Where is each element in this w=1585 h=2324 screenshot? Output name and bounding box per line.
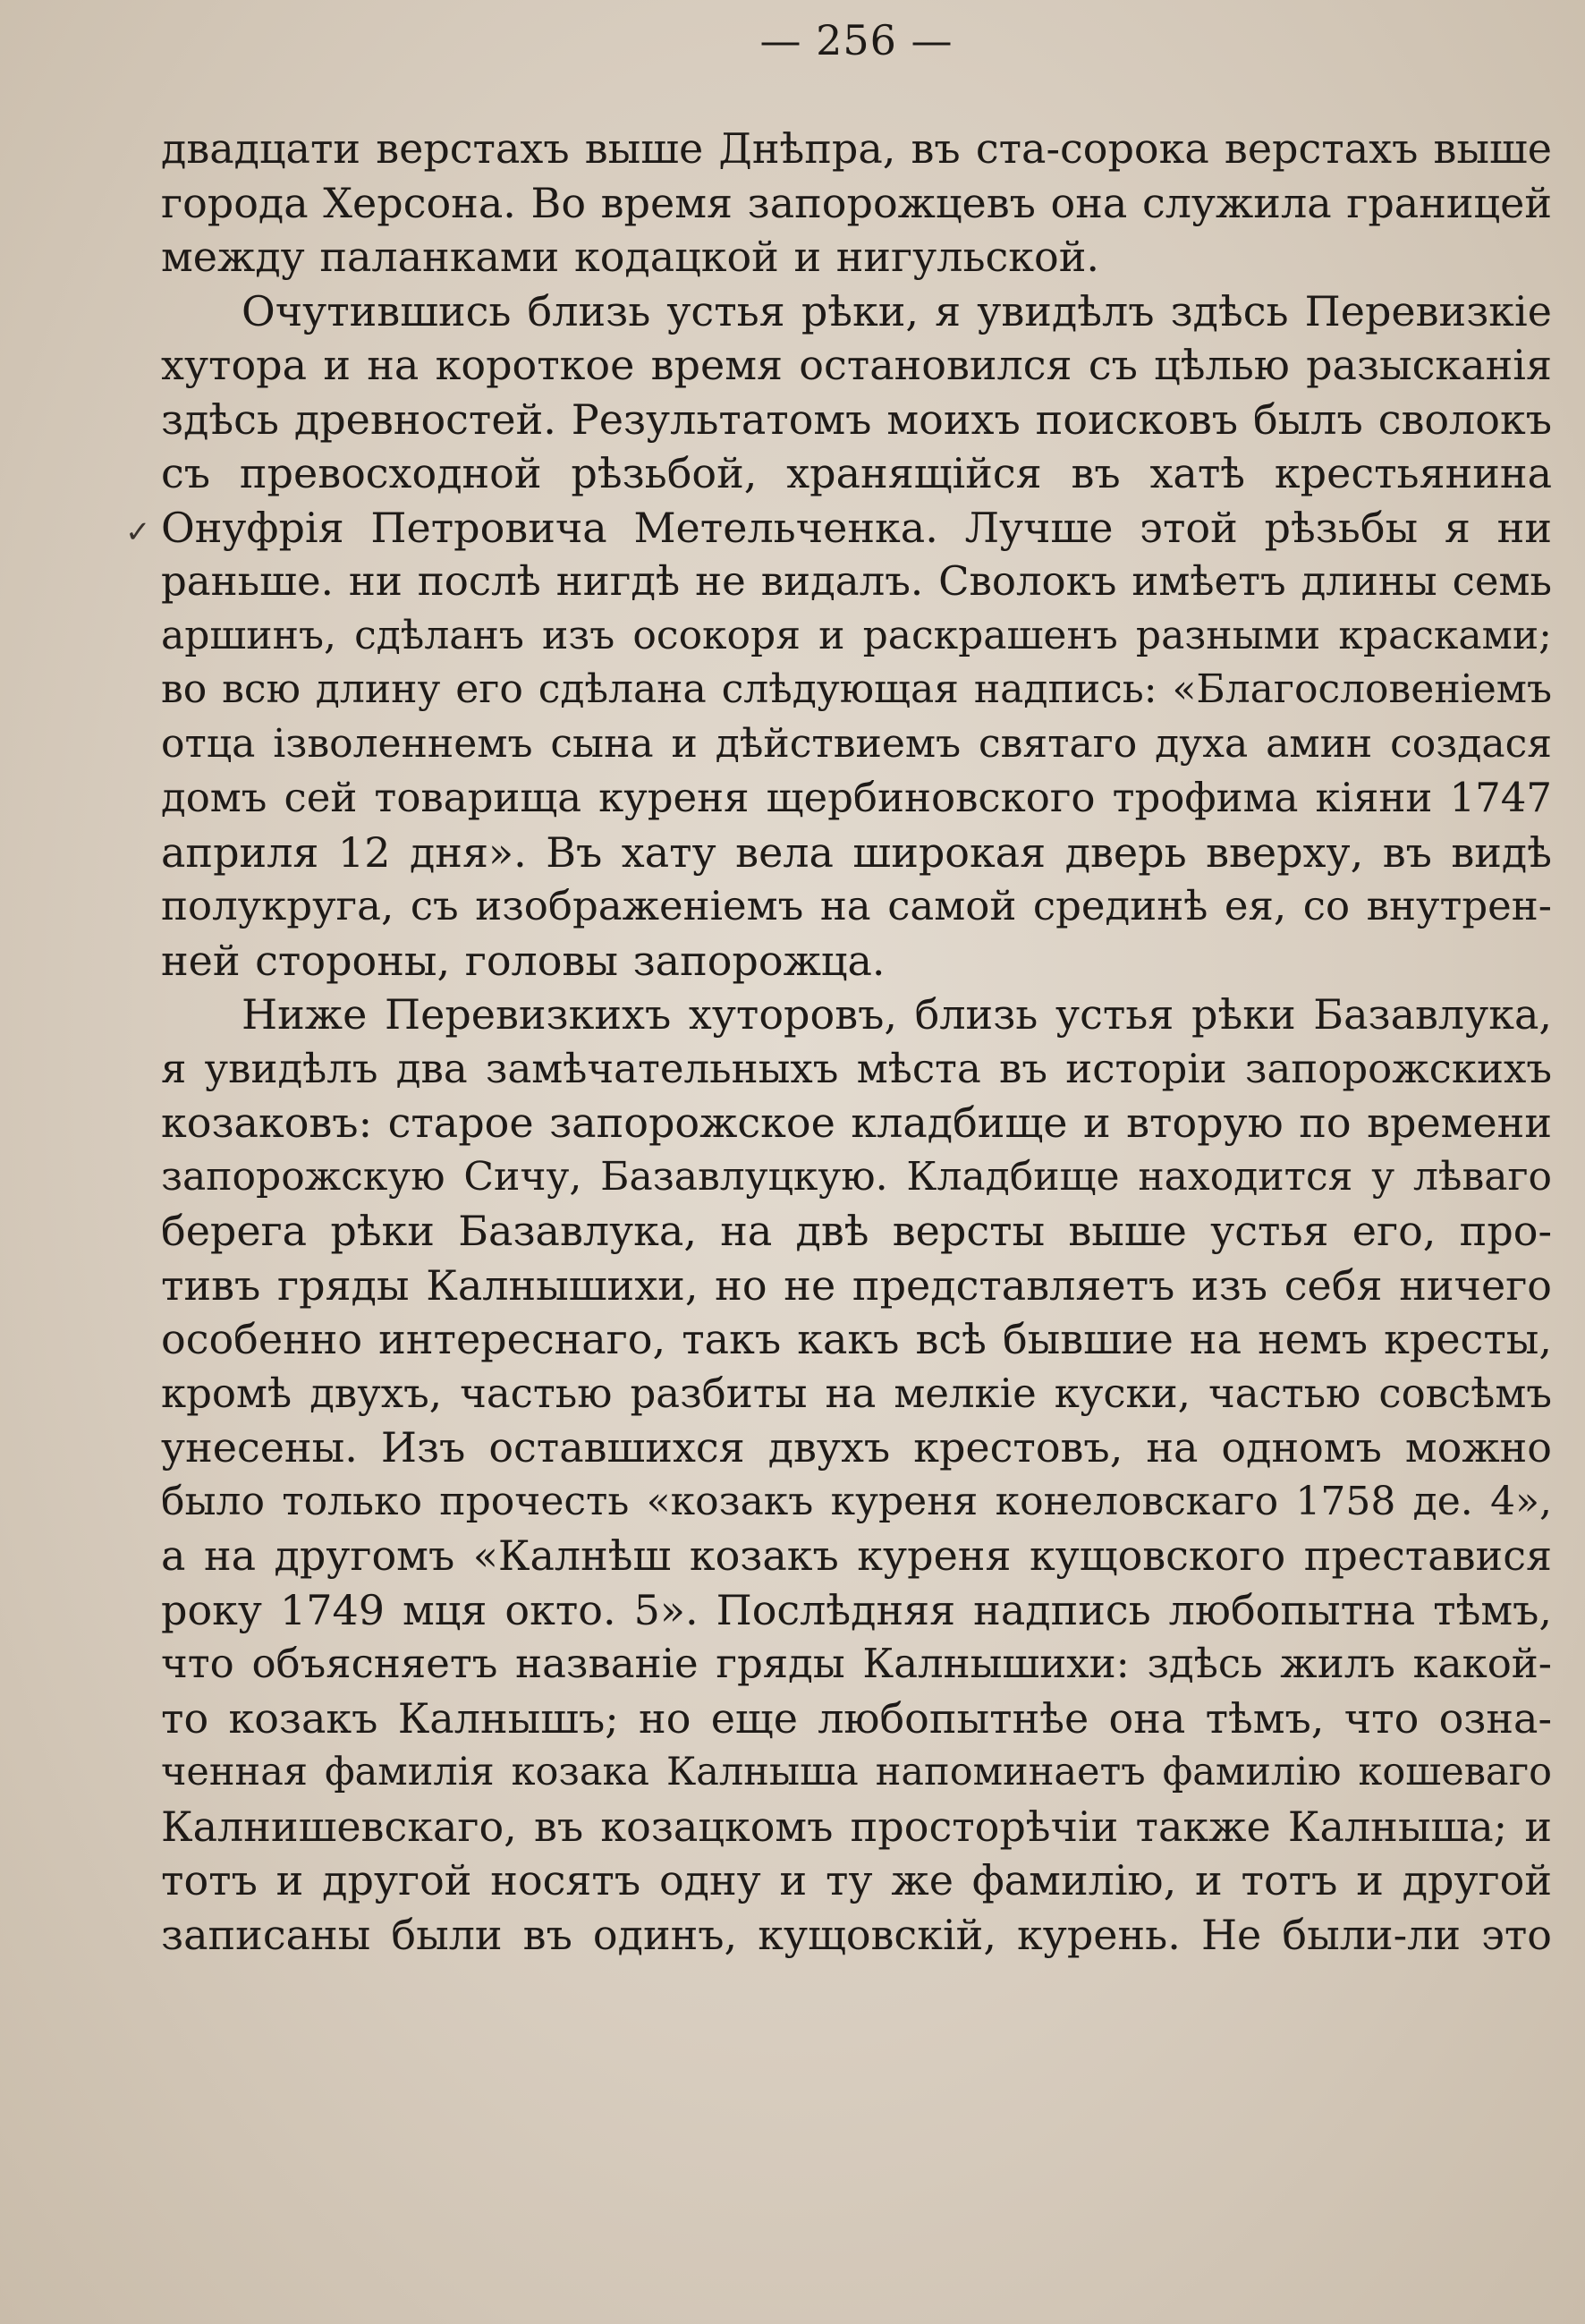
text-line: априля 12 дня». Въ хату вела широкая дверь вверху, въ видѣ: [161, 827, 1552, 877]
paragraph-1: [161, 122, 1552, 284]
text-line: двадцати верстахъ выше Днѣпра, въ ста-сорока верстахъ выше: [161, 124, 1552, 173]
text-line: съ превосходной рѣзьбой, хранящійся въ хатѣ крестьянина: [161, 449, 1552, 497]
body-text: [161, 122, 1552, 1962]
text-line: тотъ и другой носятъ одну и ту же фамилію, и тотъ и другой: [161, 1856, 1552, 1904]
text-line: ченная фамилія козака Калныша напоминаетъ фамилію кошеваго: [161, 1750, 1552, 1794]
paragraph-2: [161, 284, 1552, 988]
text-line: полукруга, съ изображеніемъ на самой срединѣ ея, со внутрен-: [161, 882, 1552, 929]
text-line: раньше. ни послѣ нигдѣ не видалъ. Сволокъ имѣетъ длины семь: [161, 557, 1552, 605]
text-line: Онуфрія Петровича Метельченка. Лучше этой рѣзьбы я ни: [161, 503, 1552, 552]
text-line: Очутившись близь устья рѣки, я увидѣлъ здѣсь Перевизкіе: [242, 286, 1552, 335]
text-line: запорожскую Сичу, Базавлуцкую. Кладбище находится у лѣваго: [161, 1153, 1552, 1200]
text-line: Калнишевскаго, въ козацкомъ просторѣчіи также Калныша; и: [161, 1802, 1552, 1851]
text-line: во всю длину его сдѣлана слѣдующая надпись: «Благословеніемъ: [161, 666, 1552, 712]
text-line: тивъ гряды Калнышихи, но не представляетъ изъ себя ничего: [161, 1260, 1552, 1310]
text-line: берега рѣки Базавлука, на двѣ версты выше устья его, про-: [161, 1207, 1552, 1255]
text-line: отца ізволеннемъ сына и дѣйствиемъ святаго духа амин создася: [161, 720, 1552, 767]
book-page: [161, 16, 1552, 2310]
text-line: домъ сей товарища куреня щербиновского трофима кіяни 1747: [161, 774, 1552, 821]
text-line: здѣсь древностей. Результатомъ моихъ поисковъ былъ сволокъ: [161, 394, 1552, 444]
text-line: хутора и на короткое время остановился съ цѣлью разысканія: [161, 341, 1552, 389]
text-line: року 1749 мця окто. 5». Послѣдняя надпись любопытна тѣмъ,: [161, 1585, 1552, 1634]
text-line: города Херсона. Во время запорожцевъ она служила границей: [161, 178, 1552, 227]
text-line: унесены. Изъ оставшихся двухъ крестовъ, на одномъ можно: [161, 1423, 1552, 1472]
text-line: записаны были въ одинъ, кущовскій, курень. Не были-ли это: [161, 1910, 1552, 1959]
text-line: между паланками кодацкой и нигульской.: [161, 233, 1099, 281]
text-line: было только прочесть «козакъ куреня конеловскаго 1758 де. 4»,: [161, 1478, 1552, 1524]
margin-tick-mark: ✓: [125, 514, 151, 550]
page-number: — 256 —: [759, 16, 954, 64]
text-line: ней стороны, головы запорожца.: [161, 936, 886, 985]
text-line: аршинъ, сдѣланъ изъ осокоря и раскрашенъ разными красками;: [161, 612, 1552, 658]
paragraph-3: [161, 988, 1552, 1962]
text-line: то козакъ Калнышъ; но еще любопытнѣе она тѣмъ, что озна-: [161, 1693, 1552, 1743]
text-line: я увидѣлъ два замѣчательныхъ мѣста въ исторіи запорожскихъ: [161, 1044, 1552, 1092]
text-line: что объясняетъ названіе гряды Калнышихи: здѣсь жилъ какой-: [161, 1640, 1552, 1687]
text-line: козаковъ: старое запорожское кладбище и вторую по времени: [161, 1098, 1552, 1147]
text-line: Ниже Перевизкихъ хуторовъ, близь устья рѣки Базавлука,: [242, 990, 1552, 1039]
text-line: особенно интереснаго, такъ какъ всѣ бывшие на немъ кресты,: [161, 1315, 1552, 1363]
text-line: а на другомъ «Калнѣш козакъ куреня кущовского преставися: [161, 1531, 1552, 1580]
text-line: кромѣ двухъ, частью разбиты на мелкіе куски, частью совсѣмъ: [161, 1369, 1552, 1417]
